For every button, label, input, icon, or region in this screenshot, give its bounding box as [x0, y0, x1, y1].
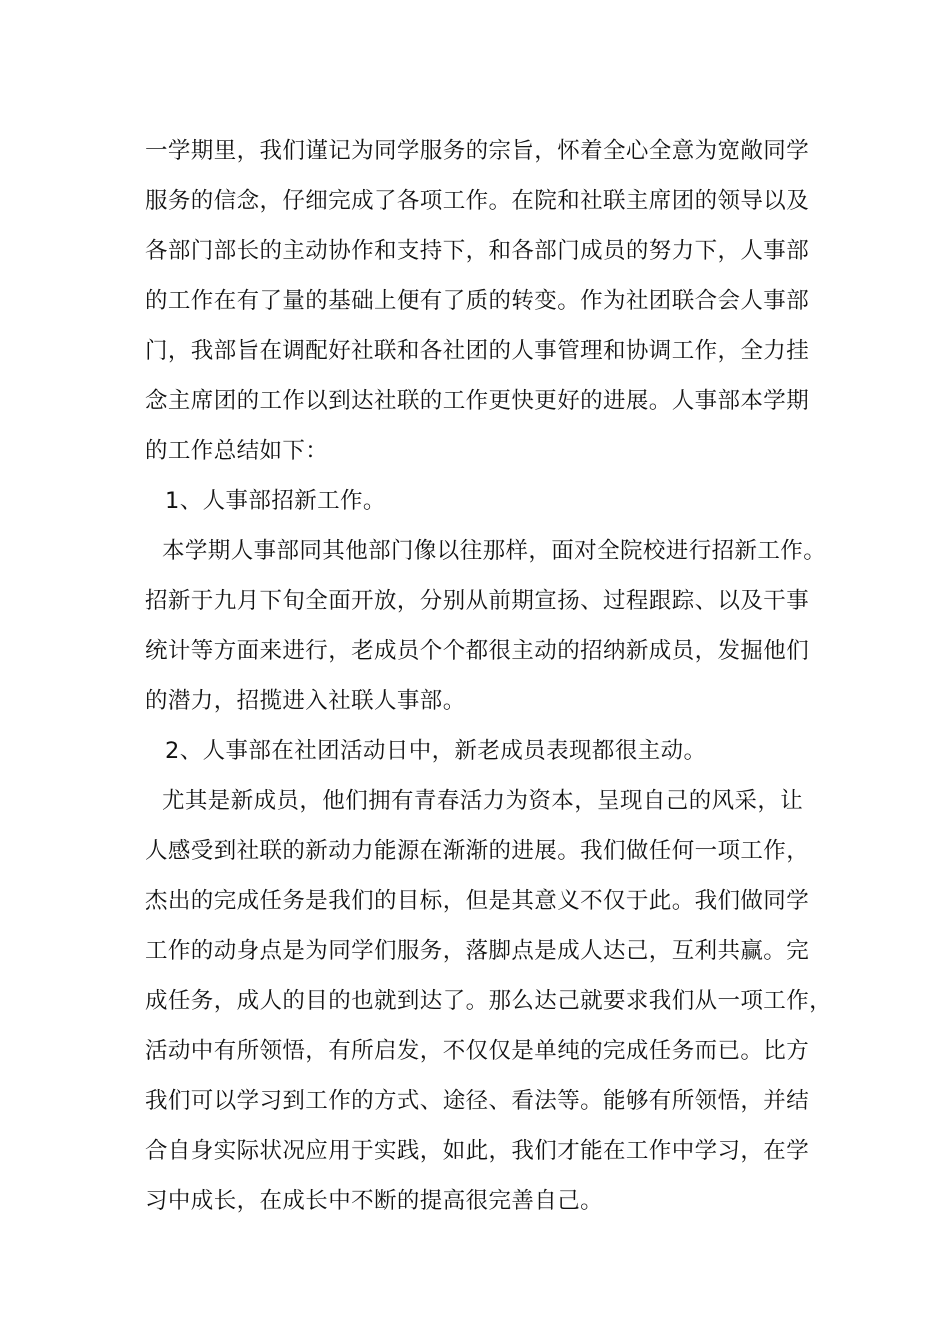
text-line: 一学期里，我们谨记为同学服务的宗旨，怀着全心全意为宽敞同学	[145, 138, 810, 164]
text-line: 统计等方面来进行，老成员个个都很主动的招纳新成员，发掘他们	[145, 638, 810, 664]
text-line: 习中成长，在成长中不断的提高很完善自己。	[145, 1188, 604, 1214]
text-line: 工作的动身点是为同学们服务，落脚点是成人达己，互利共赢。完	[145, 938, 810, 964]
text-line: 的工作在有了量的基础上便有了质的转变。作为社团联合会人事部	[145, 288, 810, 314]
text-line: 杰出的完成任务是我们的目标，但是其意义不仅于此。我们做同学	[145, 888, 810, 914]
text-line: 我们可以学习到工作的方式、途径、看法等。能够有所领悟，并结	[145, 1088, 810, 1114]
text-line: 合自身实际状况应用于实践，如此，我们才能在工作中学习，在学	[145, 1138, 810, 1164]
text-line: 招新于九月下旬全面开放，分别从前期宣扬、过程跟踪、以及干事	[145, 588, 810, 614]
section-heading: 1、人事部招新工作。	[165, 488, 386, 514]
section-heading: 2、人事部在社团活动日中，新老成员表现都很主动。	[165, 738, 707, 764]
text-line: 的工作总结如下：	[145, 438, 329, 464]
text-line: 人感受到社联的新动力能源在渐渐的进展。我们做任何一项工作，	[145, 838, 810, 864]
text-line: 活动中有所领悟，有所启发，不仅仅是单纯的完成任务而已。比方	[145, 1038, 810, 1064]
text-line: 的潜力，招揽进入社联人事部。	[145, 688, 466, 714]
text-line: 门，我部旨在调配好社联和各社团的人事管理和协调工作，全力挂	[145, 338, 810, 364]
text-line: 本学期人事部同其他部门像以往那样，面对全院校进行招新工作。	[162, 538, 827, 564]
text-line: 服务的信念，仔细完成了各项工作。在院和社联主席团的领导以及	[145, 188, 810, 214]
text-line: 各部门部长的主动协作和支持下，和各部门成员的努力下，人事部	[145, 238, 810, 264]
text-line: 成任务，成人的目的也就到达了。那么达己就要求我们从一项工作，	[145, 988, 833, 1014]
text-line: 尤其是新成员，他们拥有青春活力为资本，呈现自己的风采，让	[162, 788, 804, 814]
text-line: 念主席团的工作以到达社联的工作更快更好的进展。人事部本学期	[145, 388, 810, 414]
